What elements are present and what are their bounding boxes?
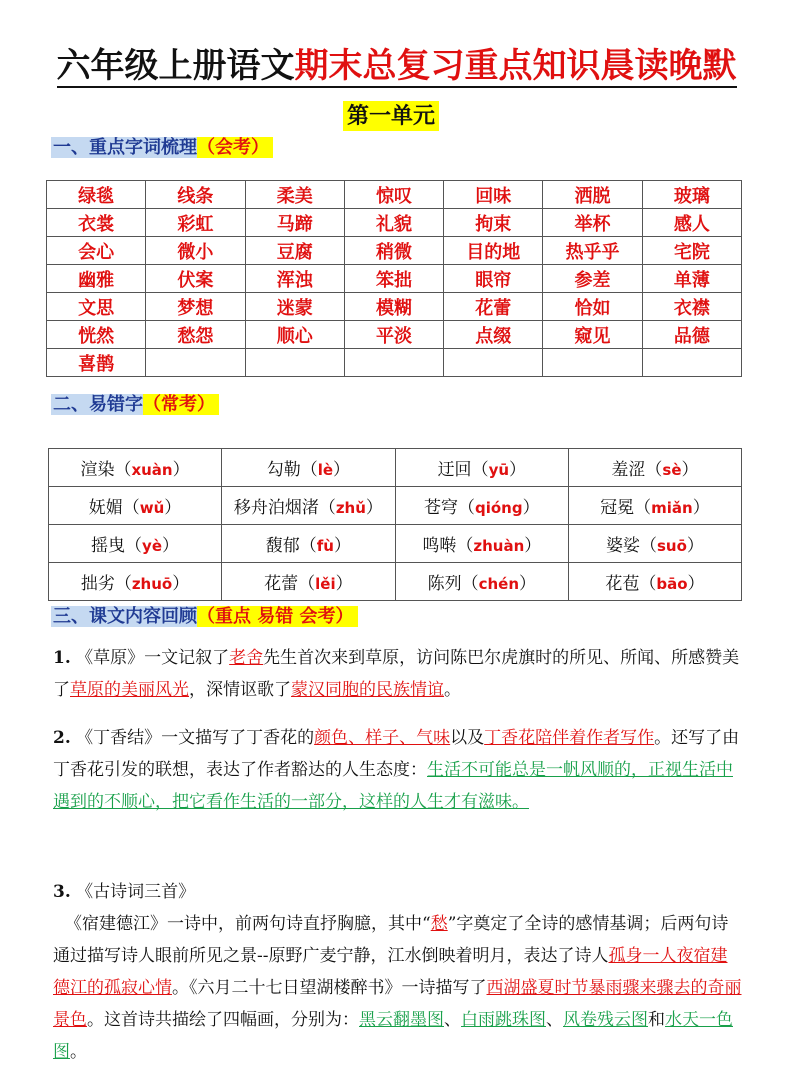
vocab-cell: 窥见 [543, 321, 642, 349]
unit-heading: 第一单元 [343, 101, 439, 131]
vocab-cell: 愁怨 [146, 321, 245, 349]
pinyin: bāo [656, 575, 688, 593]
error-word-cell [395, 563, 568, 601]
section-label: 二、易错字 [53, 394, 143, 415]
error-word-cell [395, 449, 568, 487]
paren-open: （ [318, 498, 336, 518]
paren-close: ） [164, 498, 182, 518]
highlight-green: 黑云翻墨图 [359, 1010, 444, 1030]
paren-close: ） [519, 574, 537, 594]
word: 花苞 [605, 574, 640, 594]
title-part1: 六年级上册语文 [56, 46, 295, 86]
word: 苍穹 [424, 498, 458, 518]
error-word-cell [49, 449, 222, 487]
vocab-cell: 礼貌 [344, 209, 443, 237]
word: 勾勒 [266, 460, 301, 480]
vocab-cell [245, 349, 344, 377]
vocab-cell: 惊叹 [344, 181, 443, 209]
error-word-cell [395, 487, 568, 525]
section-tag: （重点 易错 会考） [197, 606, 358, 627]
vocab-cell: 宅院 [642, 237, 741, 265]
paren-close: ） [681, 460, 699, 480]
highlight-red: 愁 [430, 914, 448, 934]
error-word-cell [222, 449, 396, 487]
paren-close: ） [172, 574, 190, 594]
section-heading-3 [51, 603, 358, 631]
section-heading-2 [51, 391, 219, 419]
vocab-cell: 感人 [642, 209, 741, 237]
paren-close: ） [172, 460, 190, 480]
vocab-cell [543, 349, 642, 377]
vocab-cell: 回味 [444, 181, 543, 209]
vocab-row [47, 293, 742, 321]
word: 花蕾 [264, 574, 299, 594]
error-word-cell [49, 487, 222, 525]
vocab-row [47, 209, 742, 237]
highlight-green: 水天一色图 [53, 1010, 733, 1062]
vocab-cell [642, 349, 741, 377]
section-tag: （常考） [143, 394, 219, 415]
paren-close: ） [365, 498, 383, 518]
text: 。这首诗共描绘了四幅画，分别为： [87, 1010, 359, 1030]
text: ，深情讴歌了 [189, 680, 291, 700]
error-word-cell [49, 563, 222, 601]
paren-open: （ [639, 574, 657, 594]
vocabulary-table [46, 180, 742, 377]
vocab-cell: 单薄 [642, 265, 741, 293]
paren-open: （ [634, 498, 652, 518]
vocab-cell: 平淡 [344, 321, 443, 349]
pinyin: yè [142, 537, 162, 555]
vocab-cell: 恍然 [47, 321, 146, 349]
item-number: 2. [53, 728, 71, 748]
error-word-cell [222, 487, 396, 525]
word: 陈列 [427, 574, 462, 594]
text: 、 [444, 1010, 461, 1030]
vocab-cell: 衣襟 [642, 293, 741, 321]
section-label: 三、课文内容回顾 [53, 606, 197, 627]
error-word-cell [568, 487, 741, 525]
pinyin: suō [656, 537, 687, 555]
paren-close: ） [687, 574, 705, 594]
pinyin: miǎn [651, 499, 693, 517]
section-heading-1 [51, 134, 273, 162]
highlight-green: 生活不可能总是一帆风顺的，正视生活中遇到的不顺心，把它看作生活的一部分，这样的人生才有滋味。 [53, 760, 733, 812]
vocab-cell: 顺心 [245, 321, 344, 349]
vocab-cell: 线条 [146, 181, 245, 209]
review-item-1 [53, 642, 743, 706]
paren-open: （ [298, 574, 316, 594]
text: 。《六月二十七日望湖楼醉书》一诗描写了 [172, 978, 487, 998]
item-number: 1. [53, 648, 71, 668]
vocab-cell: 浑浊 [245, 265, 344, 293]
vocab-cell: 衣裳 [47, 209, 146, 237]
vocab-cell: 模糊 [344, 293, 443, 321]
error-word-cell [568, 563, 741, 601]
highlight-red: 颜色、样子、气味 [314, 728, 451, 748]
paren-close: ） [333, 536, 351, 556]
vocab-cell: 彩虹 [146, 209, 245, 237]
highlight-red: 老舍 [229, 648, 264, 668]
word: 鸣啭 [422, 536, 457, 556]
paren-close: ） [335, 574, 353, 594]
word: 羞涩 [611, 460, 646, 480]
pinyin: lěi [315, 575, 336, 593]
vocab-cell: 微小 [146, 237, 245, 265]
word: 婆娑 [605, 536, 640, 556]
vocab-cell: 文思 [47, 293, 146, 321]
text: 。 [70, 1042, 87, 1062]
item-3-heading [53, 876, 743, 908]
vocab-cell: 柔美 [245, 181, 344, 209]
vocab-cell [444, 349, 543, 377]
pinyin: chén [478, 575, 520, 593]
vocab-cell: 迷蒙 [245, 293, 344, 321]
vocab-cell: 恰如 [543, 293, 642, 321]
vocab-cell: 幽雅 [47, 265, 146, 293]
highlight-red: 孤身一人夜宿建德江的孤寂心情 [53, 946, 728, 998]
paren-open: （ [300, 460, 318, 480]
word: 馥郁 [265, 536, 300, 556]
paren-open: （ [456, 536, 474, 556]
pinyin: zhǔ [335, 499, 366, 517]
text: 。还写了由丁香花引发的联想，表达了作者豁达的人生态度： [53, 728, 740, 780]
paren-close: ） [522, 498, 540, 518]
highlight-red: 丁香花陪伴着作者写作 [484, 728, 655, 748]
vocab-cell: 举杯 [543, 209, 642, 237]
word: 拙劣 [80, 574, 115, 594]
error-word-cell [568, 449, 741, 487]
paren-close: ） [333, 460, 351, 480]
vocab-cell [146, 349, 245, 377]
text: 《丁香结》一文描写了丁香花的 [76, 728, 315, 748]
vocab-cell: 热乎乎 [543, 237, 642, 265]
section-label: 一、重点字词梳理 [53, 137, 197, 158]
error-word-row [49, 487, 742, 525]
text: ”字奠定了全诗的感情基调；后两句诗通过描写诗人眼前所见之景--原野广麦宁静，江水倒映着明月，表达了诗人 [53, 914, 729, 966]
vocab-row [47, 181, 742, 209]
section-tag: （会考） [197, 137, 273, 158]
error-word-cell [568, 525, 741, 563]
vocab-cell: 眼帘 [444, 265, 543, 293]
pinyin: qióng [475, 499, 523, 517]
vocab-cell: 马蹄 [245, 209, 344, 237]
vocab-cell: 目的地 [444, 237, 543, 265]
word: 移舟泊烟渚 [233, 498, 319, 518]
review-item-2 [53, 722, 743, 818]
item-3-body [53, 908, 743, 1068]
vocab-row [47, 349, 742, 377]
paren-close: ） [509, 460, 527, 480]
vocab-cell: 梦想 [146, 293, 245, 321]
paren-open: （ [645, 460, 663, 480]
paren-open: （ [114, 574, 132, 594]
highlight-red: 草原的美丽风光 [70, 680, 189, 700]
error-word-cell [49, 525, 222, 563]
vocab-row [47, 237, 742, 265]
highlight-green: 白雨跳珠图 [461, 1010, 546, 1030]
text: 和 [648, 1010, 665, 1030]
pinyin: lè [317, 461, 334, 479]
vocab-cell: 花蕾 [444, 293, 543, 321]
vocab-cell: 稍微 [344, 237, 443, 265]
error-word-row [49, 563, 742, 601]
paren-open: （ [458, 498, 475, 518]
word: 妩媚 [88, 498, 123, 518]
paren-close: ） [686, 536, 704, 556]
title-part2: 期末总复习重点知识晨读晚默 [294, 46, 737, 86]
highlight-green: 风卷残云图 [563, 1010, 648, 1030]
highlight-red: 西湖盛夏时节暴雨骤来骤去的奇丽景色 [53, 978, 742, 1030]
text: 《草原》一文记叙了 [76, 648, 230, 668]
word: 冠冕 [600, 498, 635, 518]
vocab-row [47, 321, 742, 349]
vocab-cell: 品德 [642, 321, 741, 349]
vocab-cell: 洒脱 [543, 181, 642, 209]
error-word-cell [395, 525, 568, 563]
paren-open: （ [299, 536, 317, 556]
vocab-cell: 绿毯 [47, 181, 146, 209]
error-word-cell [222, 563, 396, 601]
vocab-cell: 会心 [47, 237, 146, 265]
paren-close: ） [162, 536, 179, 556]
vocab-row [47, 265, 742, 293]
vocab-cell: 参差 [543, 265, 642, 293]
item-heading: 《古诗词三首》 [76, 882, 196, 902]
error-word-row [49, 525, 742, 563]
vocab-cell: 伏案 [146, 265, 245, 293]
pinyin: zhuō [131, 575, 173, 593]
text: 以及 [450, 728, 485, 748]
word: 迂回 [437, 460, 472, 480]
pinyin: fù [316, 537, 334, 555]
vocab-cell [344, 349, 443, 377]
vocab-cell: 拘束 [444, 209, 543, 237]
page-title [0, 44, 793, 88]
text: 先生首次来到草原，访问陈巴尔虎旗时的所见、所闻、所感赞美了 [53, 648, 740, 700]
paren-open: （ [639, 536, 657, 556]
word: 摇曳 [91, 536, 126, 556]
pinyin: yū [488, 461, 510, 479]
paren-open: （ [122, 498, 140, 518]
word: 渲染 [80, 460, 115, 480]
paren-open: （ [125, 536, 143, 556]
paren-open: （ [114, 460, 132, 480]
item-number: 3. [53, 882, 71, 902]
paren-close: ） [524, 536, 542, 556]
vocab-cell: 喜鹊 [47, 349, 146, 377]
vocab-cell: 点缀 [444, 321, 543, 349]
highlight-red: 蒙汉同胞的民族情谊 [291, 680, 444, 700]
paren-open: （ [471, 460, 489, 480]
pinyin: wǔ [139, 499, 165, 517]
vocab-cell: 玻璃 [642, 181, 741, 209]
pinyin: sè [662, 461, 682, 479]
vocab-cell: 笨拙 [344, 265, 443, 293]
error-prone-table [48, 448, 742, 601]
vocab-cell: 豆腐 [245, 237, 344, 265]
text: 、 [546, 1010, 563, 1030]
review-item-3 [53, 876, 743, 1068]
pinyin: xuàn [131, 461, 173, 479]
pinyin: zhuàn [473, 537, 525, 555]
text: 《宿建德江》一诗中，前两句诗直抒胸臆，其中“ [65, 914, 431, 934]
paren-close: ） [692, 498, 710, 518]
error-word-cell [222, 525, 396, 563]
paren-open: （ [461, 574, 479, 594]
text: 。 [444, 680, 461, 700]
error-word-row [49, 449, 742, 487]
